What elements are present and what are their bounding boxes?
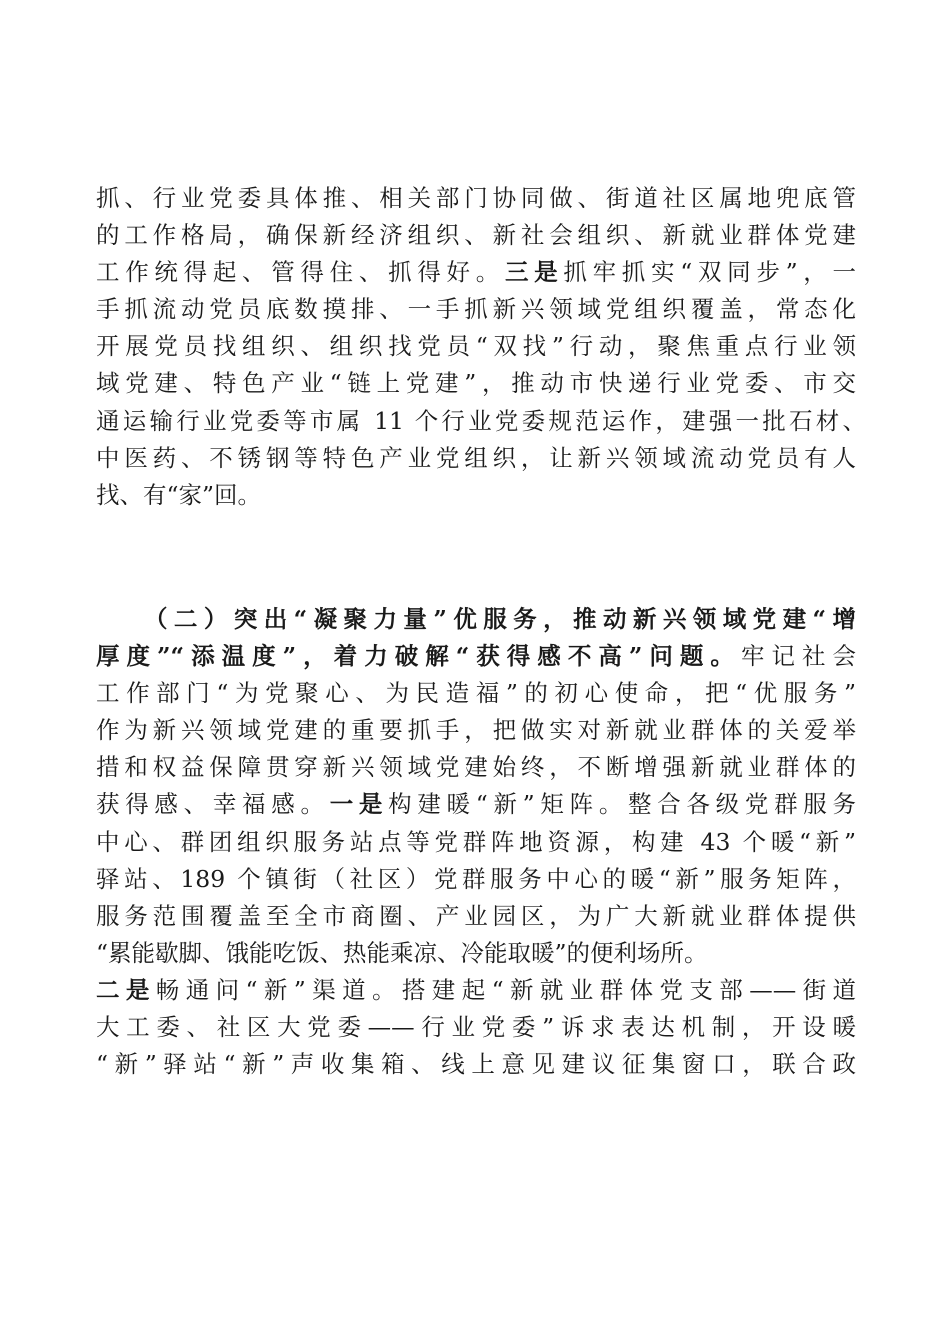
text-run: 驿站、189 个镇街（社区）党群服务中心的暖“新”服务矩阵， bbox=[96, 864, 856, 893]
text-run: 找、有“家”回。 bbox=[96, 480, 262, 509]
text-run: 畅通问“新”渠道。搭建起“新就业群体党支部——街道 bbox=[155, 975, 856, 1004]
paragraph-section-two bbox=[96, 601, 856, 1083]
text-line bbox=[96, 180, 856, 217]
text-line bbox=[96, 440, 856, 477]
text-run: 构建暖“新”矩阵。整合各级党群服务 bbox=[388, 790, 857, 819]
text-line bbox=[96, 749, 856, 786]
text-line bbox=[96, 403, 866, 440]
text-run: 服务范围覆盖至全市商圈、产业园区，为广大新就业群体提供 bbox=[96, 901, 856, 930]
text-line bbox=[96, 477, 856, 514]
text-line bbox=[96, 786, 856, 823]
bold-text-run: （二）突出“凝聚力量”优服务，推动新兴领域党建“增 bbox=[144, 605, 856, 633]
text-line bbox=[96, 217, 856, 254]
text-line bbox=[96, 254, 856, 291]
text-line bbox=[96, 601, 856, 638]
text-line bbox=[96, 1009, 856, 1046]
text-run: 域党建、特色产业“链上党建”，推动市快递行业党委、市交 bbox=[96, 369, 856, 398]
text-line bbox=[96, 898, 856, 935]
text-line bbox=[96, 675, 856, 712]
text-run: 工作部门“为党聚心、为民造福”的初心使命，把“优服务” bbox=[96, 679, 856, 708]
text-run: 牢记社会 bbox=[740, 642, 857, 671]
text-line bbox=[96, 972, 856, 1009]
paragraph-body-continuation bbox=[96, 180, 866, 514]
text-line bbox=[96, 638, 856, 675]
text-run: 大工委、社区大党委——行业党委”诉求表达机制，开设暖 bbox=[96, 1013, 856, 1042]
text-run: “累能歇脚、饿能吃饭、热能乘凉、冷能取暖”的便利场所。 bbox=[96, 938, 708, 967]
text-run: 抓牢抓实“双同步”，一 bbox=[563, 258, 857, 287]
text-run: 的工作格局，确保新经济组织、新社会组织、新就业群体党建 bbox=[96, 221, 856, 250]
text-line bbox=[96, 712, 856, 749]
bold-text-run: 一是 bbox=[329, 790, 389, 819]
text-run: 抓、行业党委具体推、相关部门协同做、街道社区属地兜底管 bbox=[96, 184, 856, 212]
text-run: 作为新兴领域党建的重要抓手，把做实对新就业群体的关爱举 bbox=[96, 716, 856, 745]
text-run: 通运输行业党委等市属 11 个行业党委规范运作，建强一批石材、 bbox=[96, 406, 866, 435]
text-line bbox=[96, 328, 856, 365]
text-run: 中医药、不锈钢等特色产业党组织，让新兴领域流动党员有人 bbox=[96, 443, 856, 472]
text-line bbox=[96, 824, 856, 861]
text-run: 获得感、幸福感。 bbox=[96, 790, 330, 819]
bold-text-run: 二是 bbox=[96, 975, 156, 1004]
text-run: “新”驿站“新”声收集箱、线上意见建议征集窗口，联合政 bbox=[96, 1050, 856, 1079]
text-run: 措和权益保障贯穿新兴领域党建始终，不断增强新就业群体的 bbox=[96, 753, 856, 782]
text-line bbox=[96, 1046, 856, 1083]
text-run: 开展党员找组织、组织找党员“双找”行动，聚焦重点行业领 bbox=[96, 332, 856, 361]
text-line bbox=[96, 291, 856, 328]
text-run: 手抓流动党员底数摸排、一手抓新兴领域党组织覆盖，常态化 bbox=[96, 295, 856, 324]
text-line bbox=[96, 935, 856, 972]
text-line bbox=[96, 365, 856, 402]
bold-text-run: 厚度”“添温度”，着力破解“获得感不高”问题。 bbox=[96, 642, 741, 671]
text-run: 中心、群团组织服务站点等党群阵地资源，构建 43 个暖“新” bbox=[96, 827, 856, 856]
bold-text-run: 三是 bbox=[504, 258, 564, 287]
text-line bbox=[96, 861, 856, 898]
text-run: 工作统得起、管得住、抓得好。 bbox=[96, 258, 505, 287]
